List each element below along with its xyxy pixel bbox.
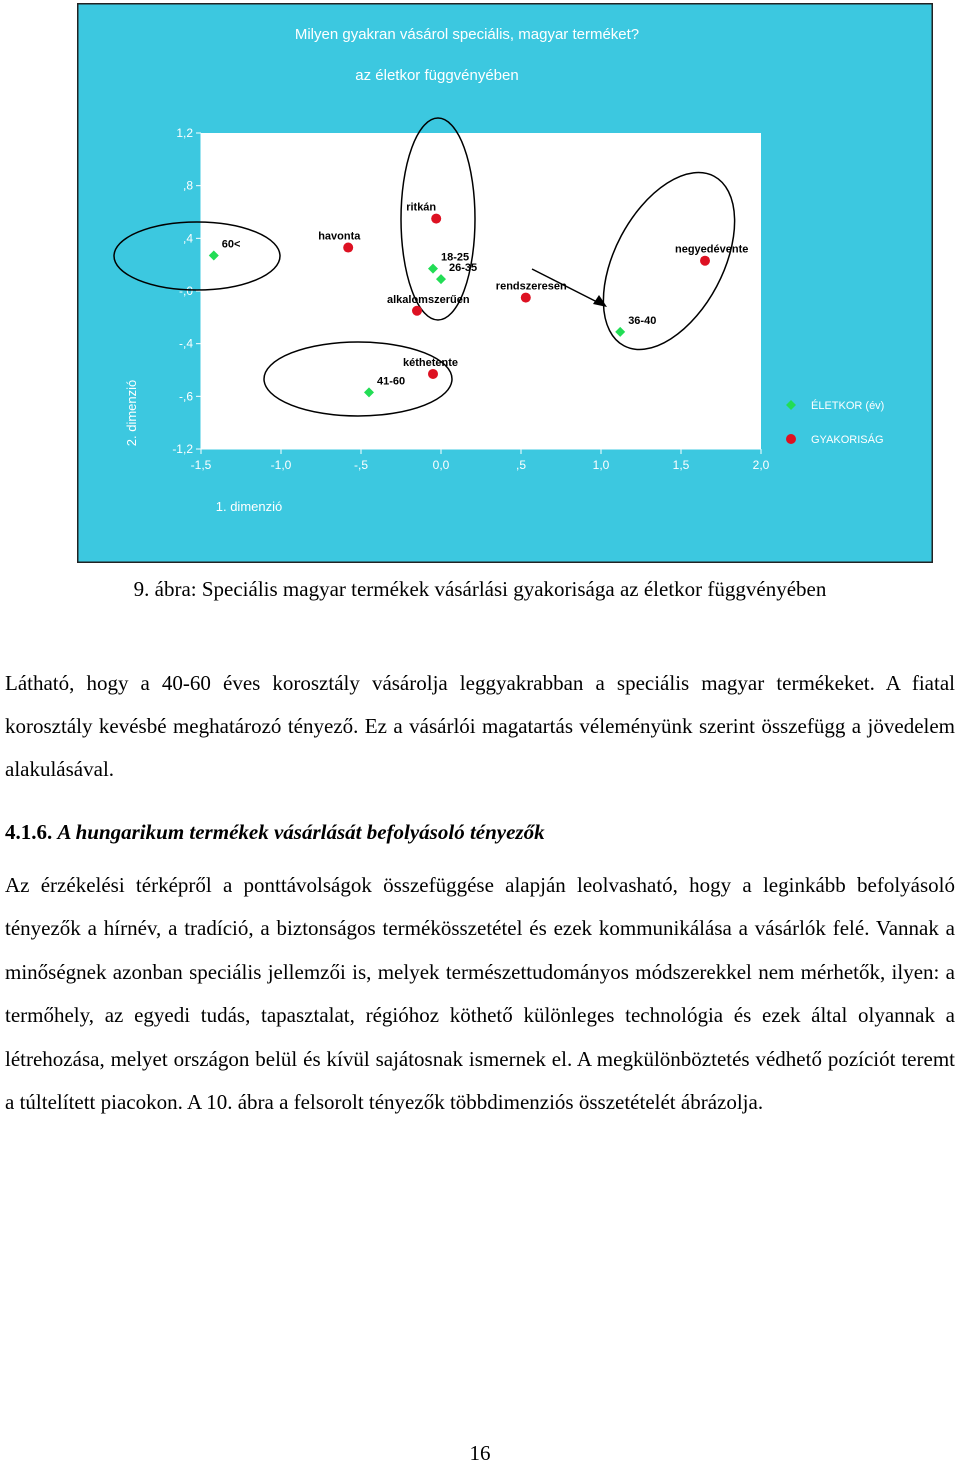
- y-tick-label: 1,2: [176, 126, 193, 140]
- chart-title: Milyen gyakran vásárol speciális, magyar terméket?: [294, 26, 640, 43]
- y-tick-label: -,6: [178, 389, 193, 404]
- paragraph-1: Látható, hogy a 40-60 éves korosztály vásárolja leggyakrabban a speciális magyar termékeket. A fiatal korosztály kevésbé meghatározó tényező. Ez a vásárlói magatartás véleményünk szerint összefügg a jövedelem alakulásával.: [5, 671, 955, 781]
- page-number: 16: [469, 1441, 491, 1465]
- point-label: alkalomszerűen: [387, 293, 470, 306]
- x-tick-label: 1,5: [672, 458, 690, 472]
- y-tick-label: ,8: [182, 178, 193, 193]
- x-tick-label: -,5: [353, 458, 369, 472]
- chart-subtitle: az életkor függvényében: [355, 67, 519, 84]
- point-label: 60<: [221, 238, 241, 251]
- perceptual-map-svg: [77, 3, 933, 563]
- x-tick-label: 1,0: [592, 458, 610, 472]
- point-label: 41-60: [377, 375, 406, 388]
- point-label: kéthetente: [403, 356, 459, 369]
- legend-label: ÉLETKOR (év): [811, 400, 885, 412]
- y-tick-label: ,4: [182, 231, 193, 246]
- point-negyedévente: [700, 256, 710, 266]
- figure-caption: 9. ábra: Speciális magyar termékek vásárlási gyakorisága az életkor függvényében: [133, 577, 827, 601]
- x-axis-label: 1. dimenzió: [215, 499, 283, 514]
- figure-9-chart: [77, 3, 933, 563]
- point-havonta: [343, 243, 353, 253]
- point-label: 18-25: [441, 251, 470, 264]
- paragraph-2: Az érzékelési térképről a ponttávolságok összefüggése alapján leolvasható, hogy a leginkább befolyásoló tényezők a hírnév, a tradíció, a biztonságos termékösszetétel és ezek kommunikálása a vásárlók felé. Vannak a minőségnek azonban speciális jellemzői is, melyek természettudományos módszerekkel nem mérhetők, ilyen: a termőhely, az egyedi tudás, tapasztalat, régióhoz köthető különleges technológia és ezek által olyannak a létrehozása, melyet országon belül és kívül sajátosnak ismernek el. A megkülönböztetés védhető pozíciót teremt a túltelített piacokon. A 10. ábra a felsorolt tényezők többdimenziós összetételét ábrázolja.: [5, 873, 955, 1115]
- point-ritkán: [431, 214, 441, 224]
- y-tick-label: -,0: [178, 284, 193, 298]
- x-tick-label: -1,0: [270, 458, 292, 472]
- point-label: rendszeresen: [495, 280, 567, 293]
- x-tick-label: -1,5: [190, 458, 212, 472]
- legend-marker: [786, 434, 796, 444]
- x-tick-label: ,5: [515, 458, 527, 472]
- x-tick-label: 2,0: [752, 458, 770, 472]
- y-tick-label: -1,2: [172, 442, 193, 456]
- legend-label: GYAKORISÁG: [811, 434, 884, 446]
- y-axis-label: 2. dimenzió: [124, 379, 139, 447]
- point-label: 36-40: [628, 314, 657, 327]
- point-rendszeresen: [521, 293, 531, 303]
- section-title: A hungarikum termékek vásárlását befolyásoló tényezők: [57, 820, 545, 844]
- point-label: negyedévente: [675, 243, 749, 256]
- section-heading: [5, 820, 545, 845]
- point-label: ritkán: [406, 201, 437, 214]
- x-tick-label: 0,0: [432, 458, 450, 472]
- point-label: havonta: [318, 230, 361, 243]
- point-kéthetente: [428, 369, 438, 379]
- y-tick-label: -,4: [178, 336, 193, 351]
- section-number: 4.1.6.: [5, 820, 53, 844]
- point-alkalomszerűen: [412, 306, 422, 316]
- point-label: 26-35: [449, 262, 478, 275]
